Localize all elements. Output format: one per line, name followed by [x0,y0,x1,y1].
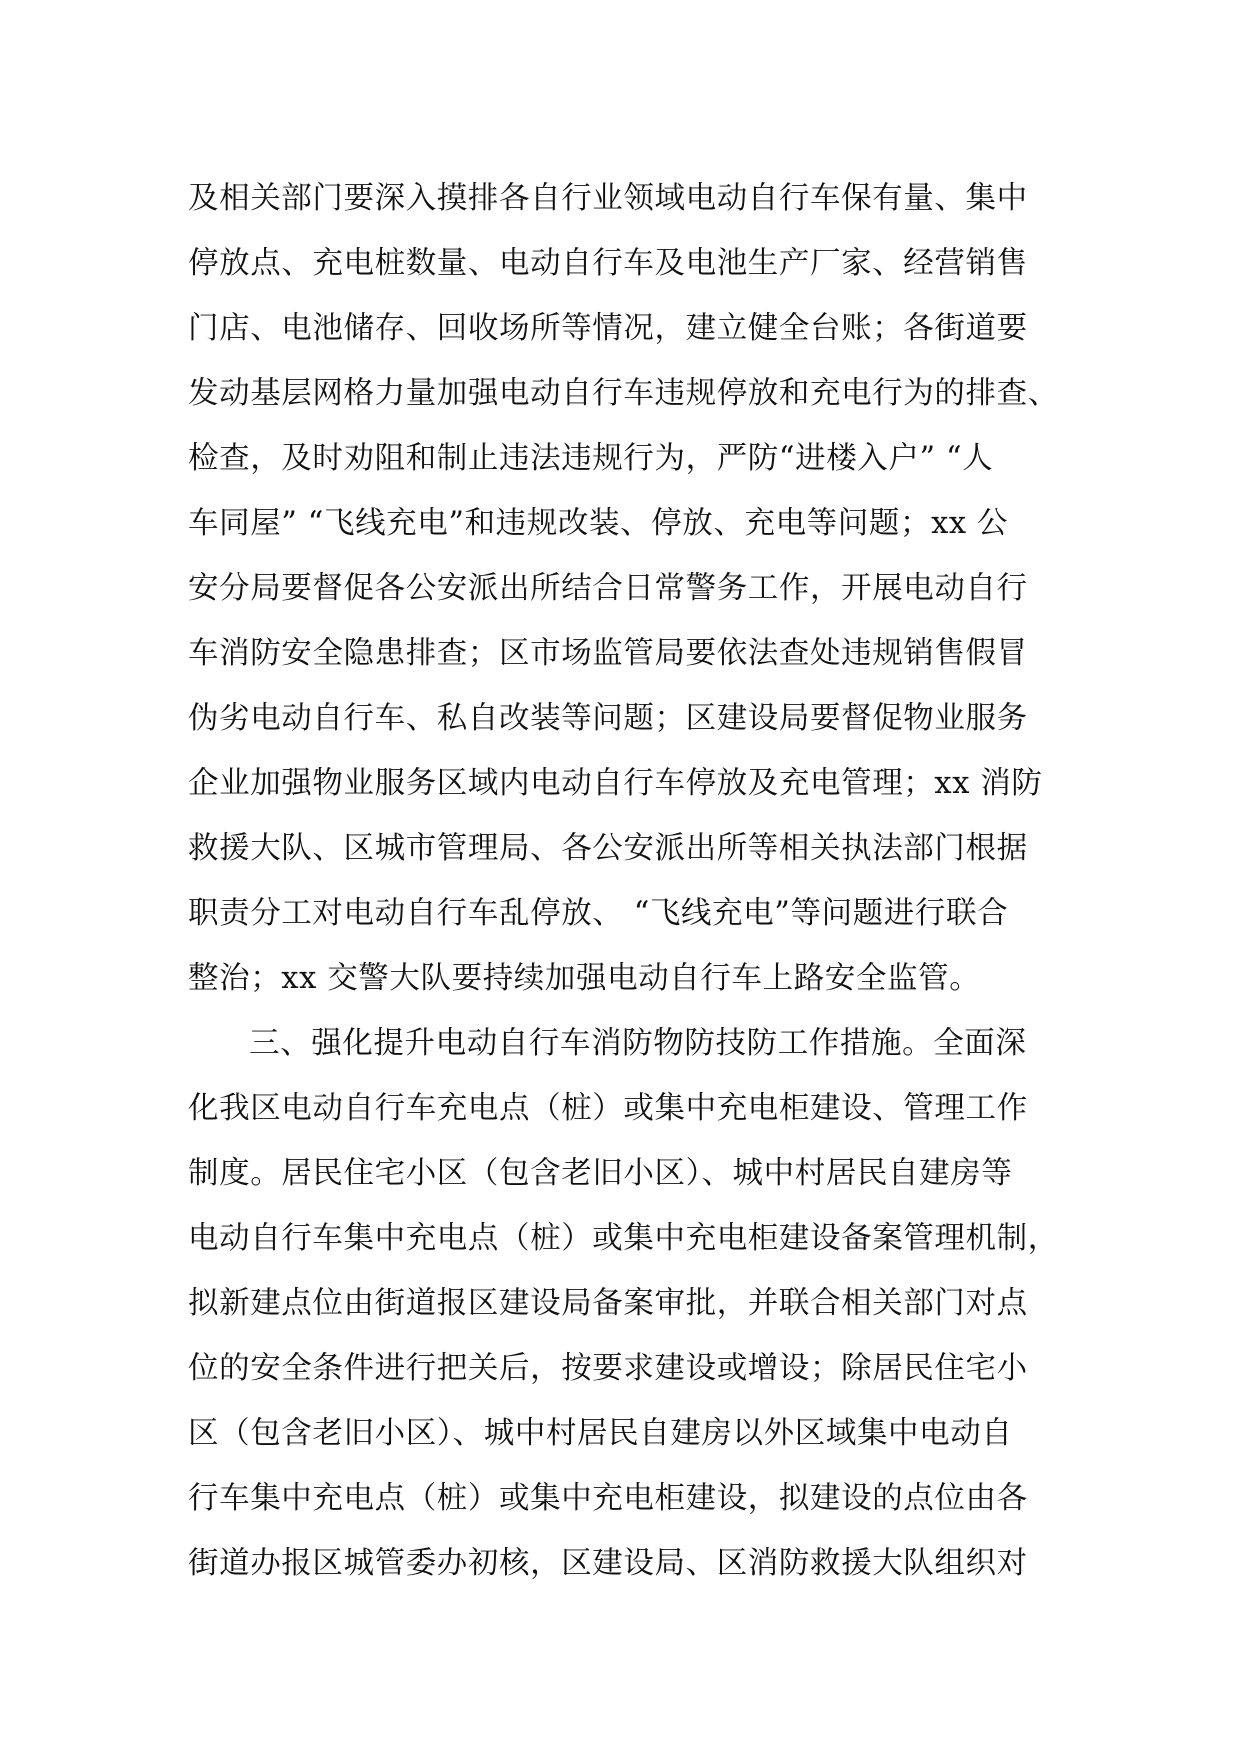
text-line: 职责分工对电动自行车乱停放、 “飞线充电”等问题进行联合 [188,896,1009,931]
text-line: 停放点、充电桩数量、电动自行车及电池生产厂家、经营销售 [188,246,1028,281]
text-line: 车消防安全隐患排查；区市场监管局要依法查处违规销售假冒 [188,636,1028,671]
paragraph-start-line: 三、强化提升电动自行车消防物防技防工作措施。全面深 [249,1026,1027,1061]
text-line: 安分局要督促各公安派出所结合日常警务工作，开展电动自行 [188,571,1028,606]
text-line: 门店、电池储存、回收场所等情况，建立健全台账；各街道要 [188,311,1028,346]
text-line: 车同屋” “飞线充电”和违规改装、停放、充电等问题；xx 公 [188,506,1009,541]
text-line: 化我区电动自行车充电点（桩）或集中充电柜建设、管理工作 [188,1091,1028,1126]
text-line: 伪劣电动自行车、私自改装等问题；区建设局要督促物业服务 [188,701,1028,736]
text-line: 及相关部门要深入摸排各自行业领域电动自行车保有量、集中 [188,181,1028,216]
text-line: 企业加强物业服务区域内电动自行车停放及充电管理；xx 消防 [188,766,1043,801]
text-line: 行车集中充电点（桩）或集中充电柜建设，拟建设的点位由各 [188,1481,1028,1516]
text-line: 位的安全条件进行把关后，按要求建设或增设；除居民住宅小 [188,1351,1028,1386]
text-line: 检查，及时劝阻和制止违法违规行为，严防“进楼入户” “人 [188,441,994,476]
text-line: 救援大队、区城市管理局、各公安派出所等相关执法部门根据 [188,831,1028,866]
text-line: 整治；xx 交警大队要持续加强电动自行车上路安全监管。 [188,961,981,996]
text-line: 电动自行车集中充电点（桩）或集中充电柜建设备案管理机制， [188,1221,1059,1256]
body-text [188,166,1088,1596]
text-line: 区（包含老旧小区）、城中村居民自建房以外区域集中电动自 [188,1416,1013,1451]
text-line: 发动基层网格力量加强电动自行车违规停放和充电行为的排查、 [188,376,1059,411]
text-line: 拟新建点位由街道报区建设局备案审批，并联合相关部门对点 [188,1286,1028,1321]
text-line: 街道办报区城管委办初核，区建设局、区消防救援大队组织对 [188,1546,1028,1581]
text-line: 制度。居民住宅小区（包含老旧小区）、城中村居民自建房等 [188,1156,1013,1191]
